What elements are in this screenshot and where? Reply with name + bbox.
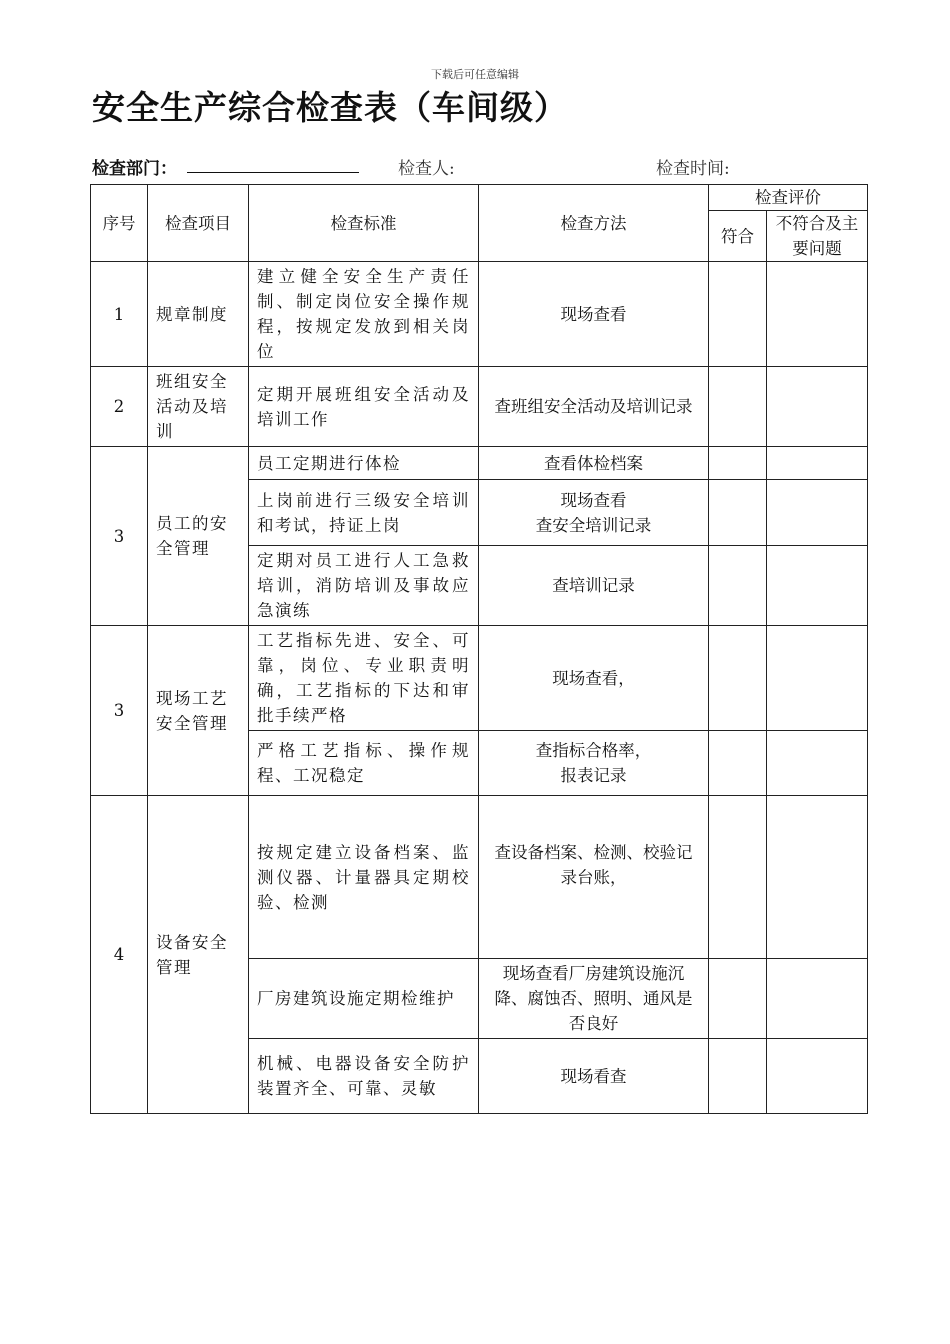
- conform-cell[interactable]: [709, 546, 767, 626]
- col-header-conform: 符合: [709, 211, 767, 262]
- method-line: 现场查看: [560, 490, 627, 510]
- method-cell: 现场看查: [479, 1039, 709, 1114]
- nonconform-cell[interactable]: [767, 546, 868, 626]
- table-row: [91, 262, 868, 367]
- standard-cell: 工艺指标先进、安全、可靠，岗位、专业职责明确，工艺指标的下达和审批手续严格: [249, 626, 479, 731]
- seq-cell: 1: [91, 262, 148, 367]
- col-header-method: 检查方法: [479, 185, 709, 262]
- method-cell: 现场查看: [479, 262, 709, 367]
- standard-cell: 严格工艺指标、操作规程、工况稳定: [249, 731, 479, 796]
- nonconform-cell[interactable]: [767, 731, 868, 796]
- department-field[interactable]: [187, 172, 359, 173]
- seq-cell: 3: [91, 626, 148, 796]
- conform-cell[interactable]: [709, 731, 767, 796]
- col-header-evaluation: 检查评价: [709, 185, 868, 211]
- method-cell: 现场查看，: [479, 626, 709, 731]
- item-cell: 设备安全管理: [148, 796, 249, 1114]
- item-cell: 规章制度: [148, 262, 249, 367]
- conform-cell[interactable]: [709, 367, 767, 447]
- method-cell: [479, 480, 709, 546]
- col-header-item: 检查项目: [148, 185, 249, 262]
- standard-cell: 上岗前进行三级安全培训和考试，持证上岗: [249, 480, 479, 546]
- method-cell: [479, 731, 709, 796]
- standard-cell: 员工定期进行体检: [249, 447, 479, 480]
- method-cell: 查看体检档案: [479, 447, 709, 480]
- item-cell: 员工的安全管理: [148, 447, 249, 626]
- seq-cell: 4: [91, 796, 148, 1114]
- table-row: [91, 367, 868, 447]
- nonconform-cell[interactable]: [767, 367, 868, 447]
- conform-cell[interactable]: [709, 447, 767, 480]
- form-header: [92, 154, 872, 178]
- inspection-table: [90, 184, 868, 1114]
- nonconform-cell[interactable]: [767, 262, 868, 367]
- standard-cell: 机械、电器设备安全防护装置齐全、可靠、灵敏: [249, 1039, 479, 1114]
- department-label: 检查部门：: [92, 159, 177, 179]
- seq-cell: 2: [91, 367, 148, 447]
- conform-cell[interactable]: [709, 1039, 767, 1114]
- conform-cell[interactable]: [709, 480, 767, 546]
- item-cell: 班组安全活动及培训: [148, 367, 249, 447]
- col-header-standard: 检查标准: [249, 185, 479, 262]
- nonconform-cell[interactable]: [767, 1039, 868, 1114]
- method-line: 查指标合格率，: [535, 741, 652, 760]
- table-row: [91, 796, 868, 959]
- nonconform-cell[interactable]: [767, 480, 868, 546]
- conform-cell[interactable]: [709, 796, 767, 959]
- standard-cell: 定期对员工进行人工急救培训，消防培训及事故应急演练: [249, 546, 479, 626]
- col-header-seq: 序号: [91, 185, 148, 262]
- nonconform-cell[interactable]: [767, 447, 868, 480]
- standard-cell: 建立健全安全生产责任制、制定岗位安全操作规程，按规定发放到相关岗位: [249, 262, 479, 367]
- inspection-time-label: 检查时间:: [656, 159, 730, 179]
- standard-cell: 厂房建筑设施定期检维护: [249, 959, 479, 1039]
- conform-cell[interactable]: [709, 262, 767, 367]
- method-cell: 查班组安全活动及培训记录: [479, 367, 709, 447]
- table-header-row: [91, 185, 868, 211]
- col-header-nonconform: 不符合及主要问题: [767, 211, 868, 262]
- method-line: 报表记录: [560, 766, 627, 785]
- method-cell: 查设备档案、检测、校验记录台账，: [479, 796, 709, 959]
- table-row: [91, 447, 868, 480]
- nonconform-cell[interactable]: [767, 796, 868, 959]
- inspector-label: 检查人:: [398, 159, 455, 179]
- method-cell: 查培训记录: [479, 546, 709, 626]
- standard-cell: 按规定建立设备档案、监测仪器、计量器具定期校验、检测: [249, 796, 479, 959]
- watermark-text: 下载后可任意编辑: [431, 68, 519, 81]
- nonconform-cell[interactable]: [767, 626, 868, 731]
- standard-cell: 定期开展班组安全活动及培训工作: [249, 367, 479, 447]
- conform-cell[interactable]: [709, 959, 767, 1039]
- nonconform-cell[interactable]: [767, 959, 868, 1039]
- page-title: 安全生产综合检查表（车间级）: [92, 88, 568, 127]
- item-cell: 现场工艺安全管理: [148, 626, 249, 796]
- conform-cell[interactable]: [709, 626, 767, 731]
- method-line: 查安全培训记录: [535, 515, 652, 535]
- table-row: [91, 626, 868, 731]
- seq-cell: 3: [91, 447, 148, 626]
- method-cell: 现场查看厂房建筑设施沉降、腐蚀否、照明、通风是否良好: [479, 959, 709, 1039]
